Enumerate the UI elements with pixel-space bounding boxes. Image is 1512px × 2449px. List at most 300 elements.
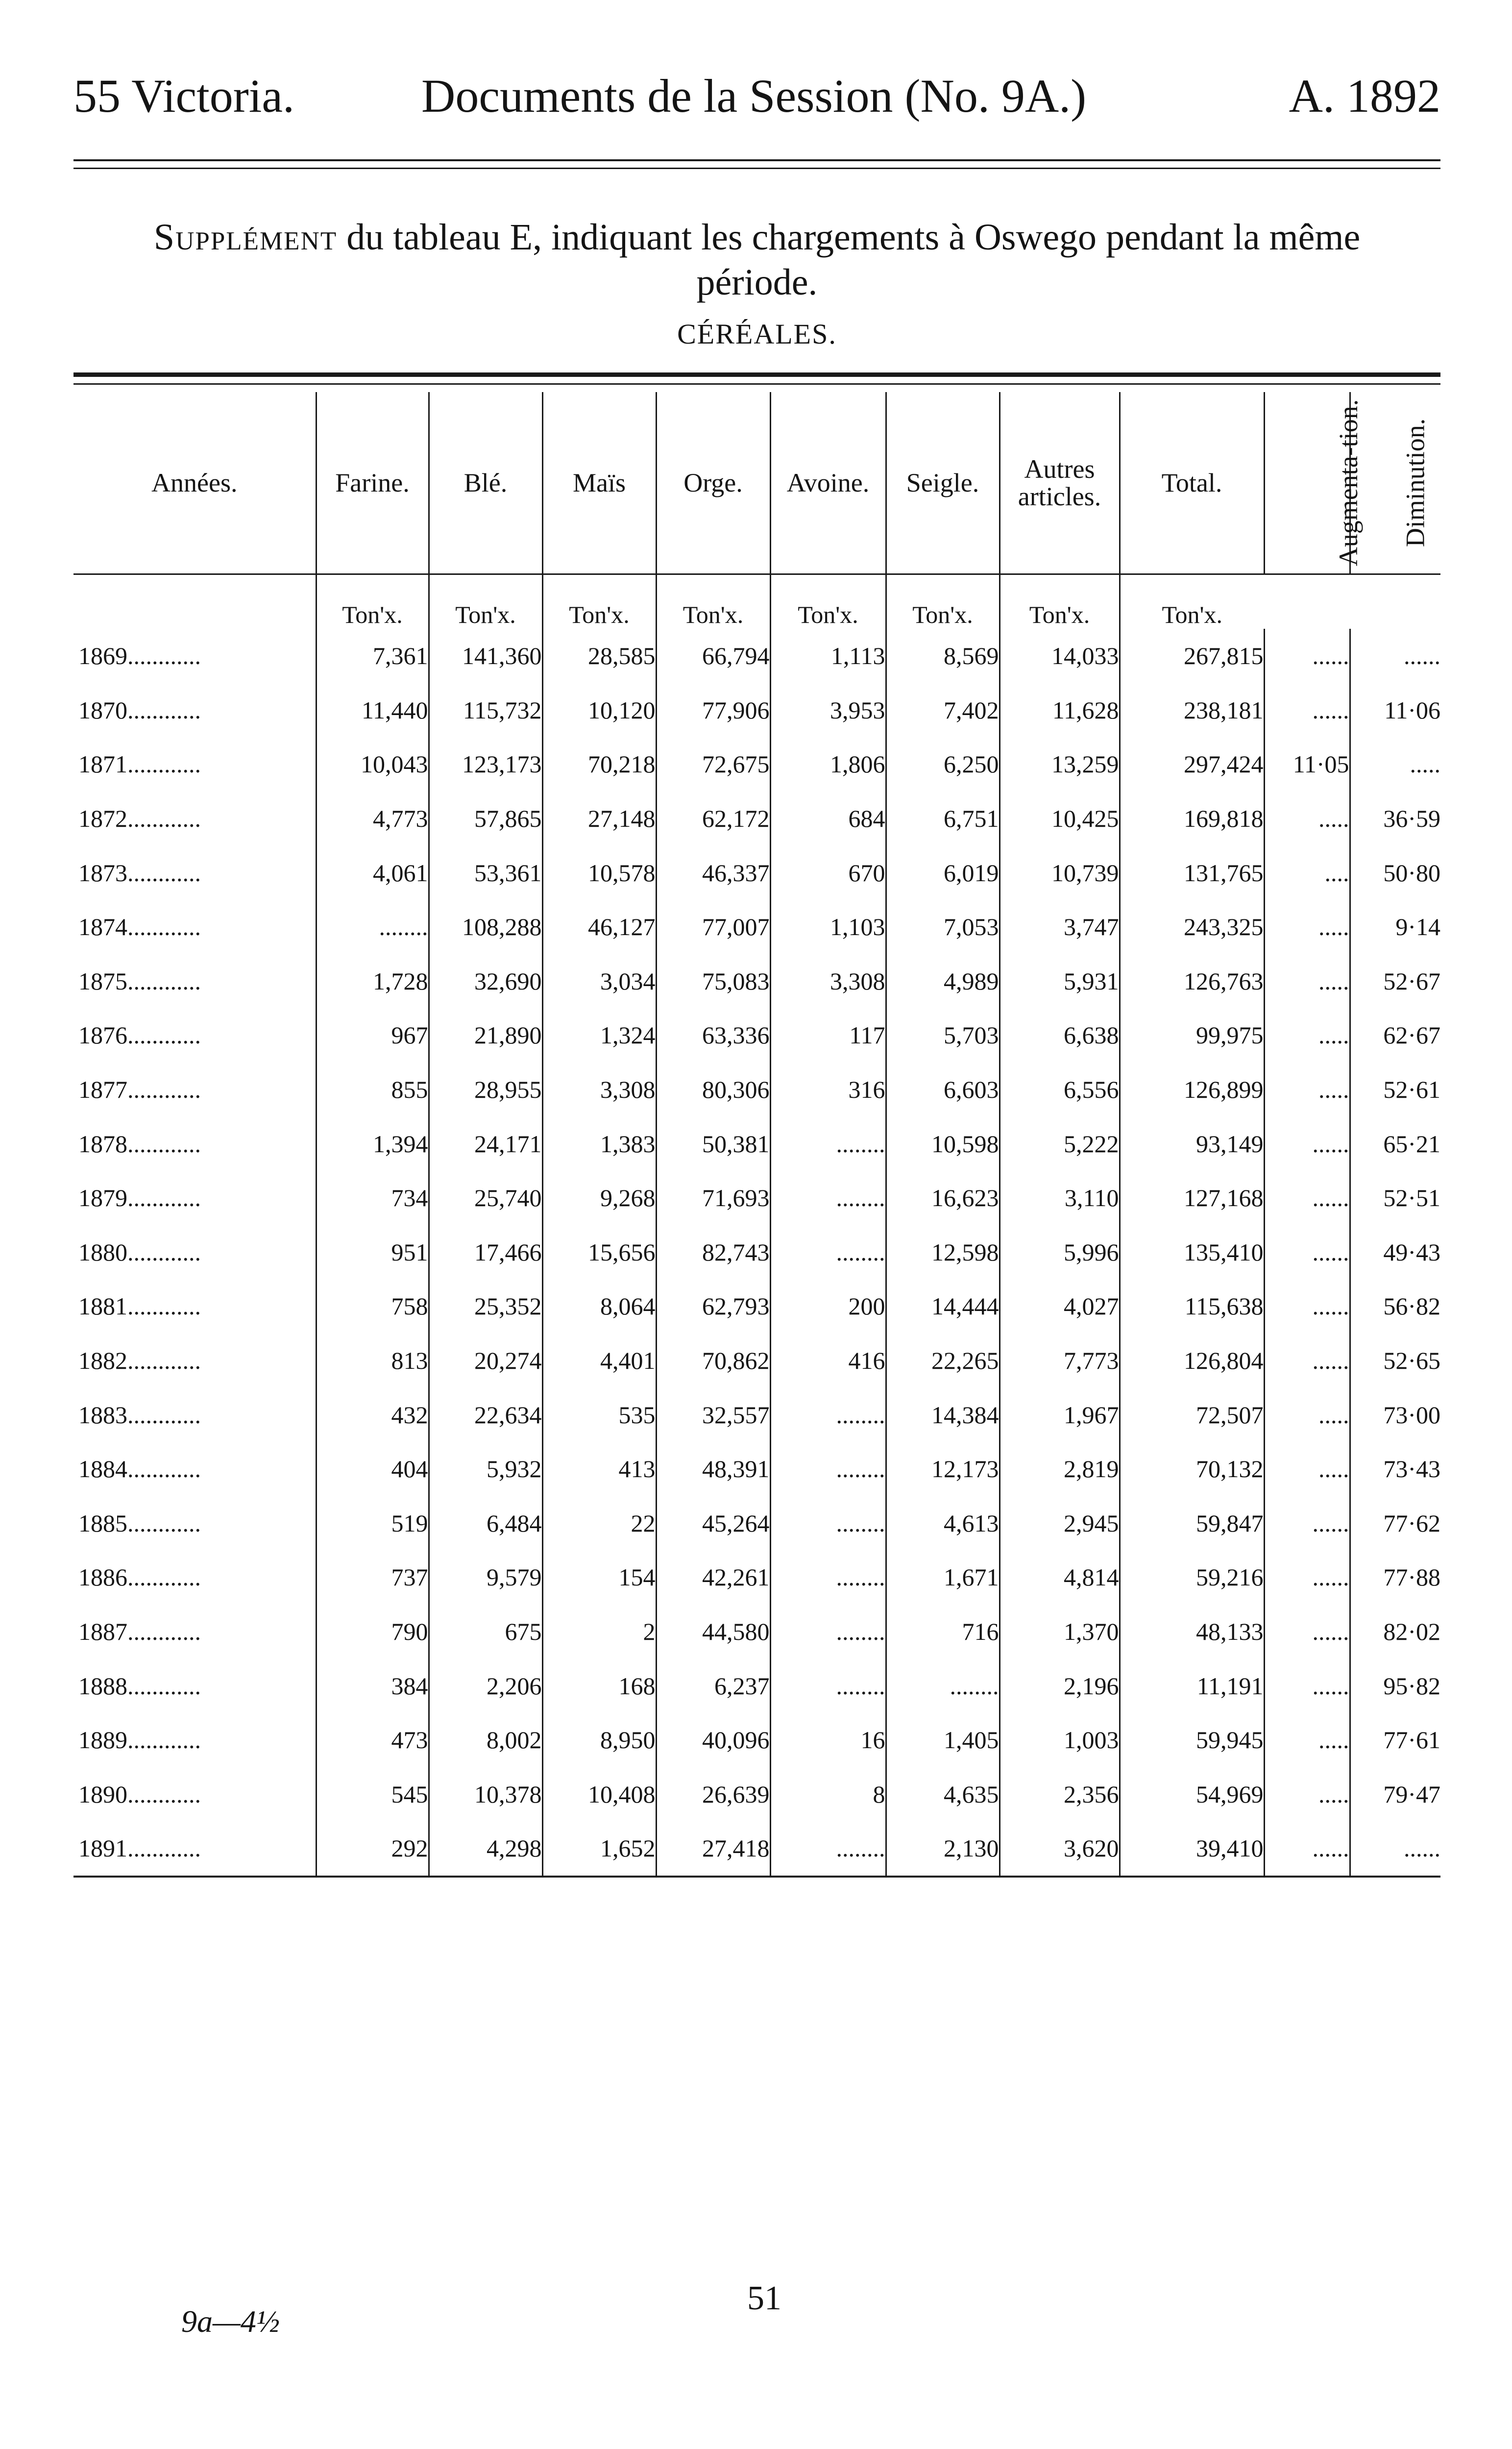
value-cell: 10,043 bbox=[316, 737, 429, 792]
value-cell: 951 bbox=[316, 1225, 429, 1280]
value-cell: 737 bbox=[316, 1550, 429, 1605]
value-cell: 22,265 bbox=[886, 1334, 1000, 1388]
value-cell: 6,603 bbox=[886, 1063, 1000, 1117]
value-cell: 59,216 bbox=[1120, 1550, 1264, 1605]
value-cell: 200 bbox=[770, 1279, 886, 1334]
value-cell: 3,953 bbox=[770, 683, 886, 738]
value-cell: 52·67 bbox=[1350, 954, 1440, 1009]
value-cell: 22,634 bbox=[429, 1387, 542, 1442]
value-cell: ..... bbox=[1264, 1442, 1350, 1496]
year-cell: 1883............ bbox=[78, 1401, 201, 1429]
value-cell: 28,585 bbox=[542, 629, 656, 683]
value-cell: 790 bbox=[316, 1605, 429, 1659]
value-cell: 8,950 bbox=[542, 1713, 656, 1767]
value-cell: 117 bbox=[770, 1008, 886, 1063]
value-cell: 8,064 bbox=[542, 1279, 656, 1334]
col-header-annees: Années. bbox=[73, 392, 316, 574]
value-cell: 50,381 bbox=[656, 1116, 770, 1171]
value-cell: 72,507 bbox=[1120, 1387, 1264, 1442]
value-cell: ...... bbox=[1264, 1279, 1350, 1334]
value-cell: 131,765 bbox=[1120, 845, 1264, 900]
value-cell: ...... bbox=[1264, 1116, 1350, 1171]
value-cell: 1,324 bbox=[542, 1008, 656, 1063]
value-cell: 11·06 bbox=[1350, 683, 1440, 738]
title-line-1 bbox=[73, 215, 1440, 260]
year-cell: 1872............ bbox=[78, 805, 201, 833]
value-cell: 473 bbox=[316, 1713, 429, 1767]
table-row bbox=[73, 1279, 1440, 1334]
value-cell: ..... bbox=[1264, 1063, 1350, 1117]
col-header-mais: Maïs bbox=[542, 392, 656, 574]
value-cell: 6,556 bbox=[1000, 1063, 1120, 1117]
value-cell: 1,113 bbox=[770, 629, 886, 683]
value-cell: 13,259 bbox=[1000, 737, 1120, 792]
value-cell: 73·43 bbox=[1350, 1442, 1440, 1496]
header-rule-bottom bbox=[73, 168, 1440, 169]
value-cell: ..... bbox=[1264, 900, 1350, 954]
value-cell: 2,196 bbox=[1000, 1658, 1120, 1713]
year-cell: 1880............ bbox=[78, 1238, 201, 1266]
value-cell: ..... bbox=[1264, 792, 1350, 846]
value-cell: 46,337 bbox=[656, 845, 770, 900]
value-cell: 28,955 bbox=[429, 1063, 542, 1117]
value-cell: ...... bbox=[1350, 1821, 1440, 1877]
value-cell: 384 bbox=[316, 1658, 429, 1713]
value-cell: 14,384 bbox=[886, 1387, 1000, 1442]
value-cell: ........ bbox=[770, 1171, 886, 1225]
unit-cell: Ton'x. bbox=[1000, 574, 1120, 629]
value-cell: 36·59 bbox=[1350, 792, 1440, 846]
year-cell: 1871............ bbox=[78, 750, 201, 778]
value-cell: 3,110 bbox=[1000, 1171, 1120, 1225]
table-row bbox=[73, 1334, 1440, 1388]
table-row bbox=[73, 1605, 1440, 1659]
table-row bbox=[73, 629, 1440, 683]
unit-cell: Ton'x. bbox=[886, 574, 1000, 629]
value-cell: 4,298 bbox=[429, 1821, 542, 1877]
unit-cell: Ton'x. bbox=[656, 574, 770, 629]
value-cell: ........ bbox=[770, 1387, 886, 1442]
value-cell: 2 bbox=[542, 1605, 656, 1659]
page-number: 51 bbox=[747, 2279, 781, 2317]
unit-cell: Ton'x. bbox=[770, 574, 886, 629]
value-cell: 24,171 bbox=[429, 1116, 542, 1171]
value-cell: 126,763 bbox=[1120, 954, 1264, 1009]
table-row bbox=[73, 1116, 1440, 1171]
table-row bbox=[73, 792, 1440, 846]
value-cell: 5,222 bbox=[1000, 1116, 1120, 1171]
value-cell: 3,034 bbox=[542, 954, 656, 1009]
value-cell: 27,148 bbox=[542, 792, 656, 846]
value-cell: ........ bbox=[770, 1116, 886, 1171]
value-cell: 1,103 bbox=[770, 900, 886, 954]
value-cell: 63,336 bbox=[656, 1008, 770, 1063]
value-cell: 108,288 bbox=[429, 900, 542, 954]
year-cell: 1888............ bbox=[78, 1672, 201, 1700]
value-cell: 70,862 bbox=[656, 1334, 770, 1388]
value-cell: 2,130 bbox=[886, 1821, 1000, 1877]
value-cell: 25,352 bbox=[429, 1279, 542, 1334]
value-cell: 14,033 bbox=[1000, 629, 1120, 683]
value-cell: 1,383 bbox=[542, 1116, 656, 1171]
value-cell: 45,264 bbox=[656, 1496, 770, 1551]
year-cell: 1881............ bbox=[78, 1292, 201, 1320]
value-cell: 70,218 bbox=[542, 737, 656, 792]
value-cell: 79·47 bbox=[1350, 1767, 1440, 1821]
value-cell: 4,027 bbox=[1000, 1279, 1120, 1334]
value-cell: 54,969 bbox=[1120, 1767, 1264, 1821]
value-cell: 5,931 bbox=[1000, 954, 1120, 1009]
value-cell: 4,613 bbox=[886, 1496, 1000, 1551]
value-cell: 684 bbox=[770, 792, 886, 846]
table-row bbox=[73, 1387, 1440, 1442]
value-cell: 1,728 bbox=[316, 954, 429, 1009]
unit-cell: Ton'x. bbox=[1120, 574, 1264, 629]
value-cell: ...... bbox=[1264, 1171, 1350, 1225]
value-cell: 20,274 bbox=[429, 1334, 542, 1388]
year-cell: 1877............ bbox=[78, 1076, 201, 1104]
table-row bbox=[73, 900, 1440, 954]
value-cell: 65·21 bbox=[1350, 1116, 1440, 1171]
value-cell: 267,815 bbox=[1120, 629, 1264, 683]
col-header-avoine: Avoine. bbox=[770, 392, 886, 574]
header-left: 55 Victoria. bbox=[73, 70, 295, 122]
value-cell: 39,410 bbox=[1120, 1821, 1264, 1877]
year-cell: 1878............ bbox=[78, 1130, 201, 1158]
value-cell: 73·00 bbox=[1350, 1387, 1440, 1442]
value-cell: 25,740 bbox=[429, 1171, 542, 1225]
value-cell: 77,906 bbox=[656, 683, 770, 738]
value-cell: 1,806 bbox=[770, 737, 886, 792]
value-cell: 7,361 bbox=[316, 629, 429, 683]
value-cell: 12,598 bbox=[886, 1225, 1000, 1280]
value-cell: 2,206 bbox=[429, 1658, 542, 1713]
value-cell: 10,739 bbox=[1000, 845, 1120, 900]
value-cell: 316 bbox=[770, 1063, 886, 1117]
value-cell: 243,325 bbox=[1120, 900, 1264, 954]
value-cell: 4,061 bbox=[316, 845, 429, 900]
value-cell: 15,656 bbox=[542, 1225, 656, 1280]
value-cell: ...... bbox=[1264, 1225, 1350, 1280]
value-cell: ...... bbox=[1264, 629, 1350, 683]
units-row bbox=[73, 574, 1440, 629]
value-cell: 71,693 bbox=[656, 1171, 770, 1225]
value-cell: 72,675 bbox=[656, 737, 770, 792]
value-cell: 967 bbox=[316, 1008, 429, 1063]
value-cell: 48,133 bbox=[1120, 1605, 1264, 1659]
value-cell: 4,635 bbox=[886, 1767, 1000, 1821]
value-cell: 4,814 bbox=[1000, 1550, 1120, 1605]
value-cell: 6,019 bbox=[886, 845, 1000, 900]
value-cell: ...... bbox=[1264, 1821, 1350, 1877]
table-row bbox=[73, 1442, 1440, 1496]
value-cell: 10,425 bbox=[1000, 792, 1120, 846]
value-cell: 1,652 bbox=[542, 1821, 656, 1877]
value-cell: 99,975 bbox=[1120, 1008, 1264, 1063]
value-cell: 675 bbox=[429, 1605, 542, 1659]
value-cell: 7,053 bbox=[886, 900, 1000, 954]
value-cell: ........ bbox=[770, 1550, 886, 1605]
col-header-autres-articles: Autres articles. bbox=[1000, 392, 1120, 574]
value-cell: 855 bbox=[316, 1063, 429, 1117]
cereals-table bbox=[73, 392, 1440, 1878]
value-cell: 80,306 bbox=[656, 1063, 770, 1117]
value-cell: 56·82 bbox=[1350, 1279, 1440, 1334]
value-cell: 404 bbox=[316, 1442, 429, 1496]
value-cell: 17,466 bbox=[429, 1225, 542, 1280]
table-rule-thick bbox=[73, 372, 1440, 377]
year-cell: 1886............ bbox=[78, 1563, 201, 1591]
unit-cell: Ton'x. bbox=[542, 574, 656, 629]
page-header bbox=[73, 69, 1440, 132]
year-cell: 1882............ bbox=[78, 1347, 201, 1375]
col-header-orge: Orge. bbox=[656, 392, 770, 574]
value-cell: 52·51 bbox=[1350, 1171, 1440, 1225]
value-cell: 59,847 bbox=[1120, 1496, 1264, 1551]
year-cell: 1876............ bbox=[78, 1021, 201, 1049]
title-rest: du tableau E, indiquant les chargements à Oswego pendant la même bbox=[337, 217, 1361, 258]
value-cell: ..... bbox=[1264, 954, 1350, 1009]
value-cell: 6,237 bbox=[656, 1658, 770, 1713]
value-cell: 1,370 bbox=[1000, 1605, 1120, 1659]
table-row bbox=[73, 1008, 1440, 1063]
table-row bbox=[73, 1063, 1440, 1117]
value-cell: ..... bbox=[1264, 1387, 1350, 1442]
value-cell: ...... bbox=[1264, 1658, 1350, 1713]
value-cell: 5,996 bbox=[1000, 1225, 1120, 1280]
value-cell: 62,172 bbox=[656, 792, 770, 846]
value-cell: 3,308 bbox=[770, 954, 886, 1009]
table-row bbox=[73, 683, 1440, 738]
col-header-augmentation bbox=[1264, 392, 1363, 574]
value-cell: 50·80 bbox=[1350, 845, 1440, 900]
value-cell: 8,569 bbox=[886, 629, 1000, 683]
value-cell: 1,671 bbox=[886, 1550, 1000, 1605]
year-cell: 1869............ bbox=[78, 642, 201, 670]
table-row bbox=[73, 1171, 1440, 1225]
value-cell: ...... bbox=[1264, 1550, 1350, 1605]
value-cell: ...... bbox=[1350, 629, 1440, 683]
value-cell: 27,418 bbox=[656, 1821, 770, 1877]
unit-cell bbox=[1264, 574, 1350, 629]
value-cell: 8,002 bbox=[429, 1713, 542, 1767]
year-cell: 1887............ bbox=[78, 1617, 201, 1645]
value-cell: 95·82 bbox=[1350, 1658, 1440, 1713]
value-cell: ........ bbox=[770, 1442, 886, 1496]
value-cell: 3,620 bbox=[1000, 1821, 1120, 1877]
value-cell: ...... bbox=[1264, 1334, 1350, 1388]
value-cell: ........ bbox=[770, 1496, 886, 1551]
value-cell: 545 bbox=[316, 1767, 429, 1821]
value-cell: 53,361 bbox=[429, 845, 542, 900]
value-cell: 5,932 bbox=[429, 1442, 542, 1496]
year-cell: 1874............ bbox=[78, 913, 201, 941]
value-cell: 2,356 bbox=[1000, 1767, 1120, 1821]
year-cell: 1890............ bbox=[78, 1780, 201, 1808]
table-row bbox=[73, 1658, 1440, 1713]
value-cell: ........ bbox=[770, 1658, 886, 1713]
value-cell: 59,945 bbox=[1120, 1713, 1264, 1767]
value-cell: 11,628 bbox=[1000, 683, 1120, 738]
value-cell: 4,989 bbox=[886, 954, 1000, 1009]
value-cell: 11·05 bbox=[1264, 737, 1350, 792]
value-cell: 2,819 bbox=[1000, 1442, 1120, 1496]
value-cell: 22 bbox=[542, 1496, 656, 1551]
value-cell: 297,424 bbox=[1120, 737, 1264, 792]
column-header-row bbox=[73, 392, 1440, 574]
header-center: Documents de la Session (No. 9A.) bbox=[421, 70, 1087, 122]
value-cell: 6,250 bbox=[886, 737, 1000, 792]
value-cell: 62·67 bbox=[1350, 1008, 1440, 1063]
value-cell: ..... bbox=[1264, 1008, 1350, 1063]
value-cell: 77·88 bbox=[1350, 1550, 1440, 1605]
table-row bbox=[73, 1713, 1440, 1767]
value-cell: 1,394 bbox=[316, 1116, 429, 1171]
value-cell: 734 bbox=[316, 1171, 429, 1225]
value-cell: 154 bbox=[542, 1550, 656, 1605]
value-cell: 57,865 bbox=[429, 792, 542, 846]
value-cell: 11,191 bbox=[1120, 1658, 1264, 1713]
title-lead: Supplément bbox=[153, 217, 338, 258]
value-cell: 3,308 bbox=[542, 1063, 656, 1117]
header-right: A. 1892 bbox=[1289, 70, 1440, 122]
value-cell: 9,268 bbox=[542, 1171, 656, 1225]
value-cell: 6,484 bbox=[429, 1496, 542, 1551]
table-row bbox=[73, 954, 1440, 1009]
value-cell: 670 bbox=[770, 845, 886, 900]
value-cell: 10,598 bbox=[886, 1116, 1000, 1171]
unit-cell bbox=[73, 574, 316, 629]
value-cell: 238,181 bbox=[1120, 683, 1264, 738]
value-cell: 292 bbox=[316, 1821, 429, 1877]
header-rule-top bbox=[73, 159, 1440, 161]
value-cell: 5,703 bbox=[886, 1008, 1000, 1063]
table-row bbox=[73, 1225, 1440, 1280]
value-cell: 48,391 bbox=[656, 1442, 770, 1496]
value-cell: 716 bbox=[886, 1605, 1000, 1659]
value-cell: 6,751 bbox=[886, 792, 1000, 846]
col-header-farine: Farine. bbox=[316, 392, 429, 574]
value-cell: 126,804 bbox=[1120, 1334, 1264, 1388]
unit-cell bbox=[1350, 574, 1440, 629]
value-cell: 115,732 bbox=[429, 683, 542, 738]
unit-cell: Ton'x. bbox=[316, 574, 429, 629]
value-cell: 1,003 bbox=[1000, 1713, 1120, 1767]
signature-mark: 9a—4½ bbox=[181, 2304, 280, 2339]
value-cell: ..... bbox=[1264, 1767, 1350, 1821]
value-cell: ........ bbox=[770, 1821, 886, 1877]
section-subtitle: CÉRÉALES. bbox=[677, 318, 837, 350]
value-cell: 93,149 bbox=[1120, 1116, 1264, 1171]
value-cell: 77·62 bbox=[1350, 1496, 1440, 1551]
col-header-diminution bbox=[1350, 392, 1440, 574]
value-cell: 52·61 bbox=[1350, 1063, 1440, 1117]
year-cell: 1873............ bbox=[78, 859, 201, 887]
value-cell: 14,444 bbox=[886, 1279, 1000, 1334]
value-cell: ..... bbox=[1264, 1713, 1350, 1767]
value-cell: 26,639 bbox=[656, 1767, 770, 1821]
value-cell: ...... bbox=[1264, 683, 1350, 738]
value-cell: 4,401 bbox=[542, 1334, 656, 1388]
value-cell: 7,773 bbox=[1000, 1334, 1120, 1388]
augmentation-label: Augmenta-tion. bbox=[1333, 399, 1363, 567]
value-cell: ........ bbox=[886, 1658, 1000, 1713]
value-cell: 127,168 bbox=[1120, 1171, 1264, 1225]
value-cell: 3,747 bbox=[1000, 900, 1120, 954]
value-cell: 123,173 bbox=[429, 737, 542, 792]
value-cell: ........ bbox=[770, 1225, 886, 1280]
value-cell: 52·65 bbox=[1350, 1334, 1440, 1388]
table-row bbox=[73, 1550, 1440, 1605]
value-cell: 32,690 bbox=[429, 954, 542, 1009]
value-cell: 169,818 bbox=[1120, 792, 1264, 846]
value-cell: 9,579 bbox=[429, 1550, 542, 1605]
table-row bbox=[73, 737, 1440, 792]
value-cell: 62,793 bbox=[656, 1279, 770, 1334]
value-cell: 82·02 bbox=[1350, 1605, 1440, 1659]
value-cell: 7,402 bbox=[886, 683, 1000, 738]
value-cell: 1,405 bbox=[886, 1713, 1000, 1767]
value-cell: 21,890 bbox=[429, 1008, 542, 1063]
value-cell: 2,945 bbox=[1000, 1496, 1120, 1551]
year-cell: 1885............ bbox=[78, 1509, 201, 1537]
table-row bbox=[73, 1496, 1440, 1551]
value-cell: 535 bbox=[542, 1387, 656, 1442]
value-cell: 70,132 bbox=[1120, 1442, 1264, 1496]
value-cell: 10,378 bbox=[429, 1767, 542, 1821]
table-row bbox=[73, 1767, 1440, 1821]
value-cell: 135,410 bbox=[1120, 1225, 1264, 1280]
value-cell: 126,899 bbox=[1120, 1063, 1264, 1117]
value-cell: 16,623 bbox=[886, 1171, 1000, 1225]
table-title bbox=[73, 215, 1440, 305]
value-cell: ...... bbox=[1264, 1496, 1350, 1551]
value-cell: 813 bbox=[316, 1334, 429, 1388]
value-cell: 10,120 bbox=[542, 683, 656, 738]
value-cell: 141,360 bbox=[429, 629, 542, 683]
value-cell: 6,638 bbox=[1000, 1008, 1120, 1063]
value-cell: 77,007 bbox=[656, 900, 770, 954]
year-cell: 1889............ bbox=[78, 1726, 201, 1754]
diminution-label: Diminution. bbox=[1400, 418, 1430, 547]
year-cell: 1875............ bbox=[78, 967, 201, 995]
year-cell: 1870............ bbox=[78, 696, 201, 724]
year-cell: 1884............ bbox=[78, 1455, 201, 1483]
title-line-2: période. bbox=[696, 262, 818, 303]
col-header-seigle: Seigle. bbox=[886, 392, 1000, 574]
value-cell: 66,794 bbox=[656, 629, 770, 683]
value-cell: 32,557 bbox=[656, 1387, 770, 1442]
value-cell: 416 bbox=[770, 1334, 886, 1388]
value-cell: 16 bbox=[770, 1713, 886, 1767]
year-cell: 1891............ bbox=[73, 1821, 316, 1877]
value-cell: 168 bbox=[542, 1658, 656, 1713]
unit-cell: Ton'x. bbox=[429, 574, 542, 629]
value-cell: 40,096 bbox=[656, 1713, 770, 1767]
table-row bbox=[73, 845, 1440, 900]
value-cell: 413 bbox=[542, 1442, 656, 1496]
col-header-total: Total. bbox=[1120, 392, 1264, 574]
value-cell: ..... bbox=[1350, 737, 1440, 792]
value-cell: 49·43 bbox=[1350, 1225, 1440, 1280]
value-cell: ........ bbox=[316, 900, 429, 954]
table-rule-thin bbox=[73, 383, 1440, 385]
col-header-ble: Blé. bbox=[429, 392, 542, 574]
value-cell: 12,173 bbox=[886, 1442, 1000, 1496]
table-row bbox=[73, 1821, 1440, 1877]
value-cell: .... bbox=[1264, 845, 1350, 900]
value-cell: 1,967 bbox=[1000, 1387, 1120, 1442]
